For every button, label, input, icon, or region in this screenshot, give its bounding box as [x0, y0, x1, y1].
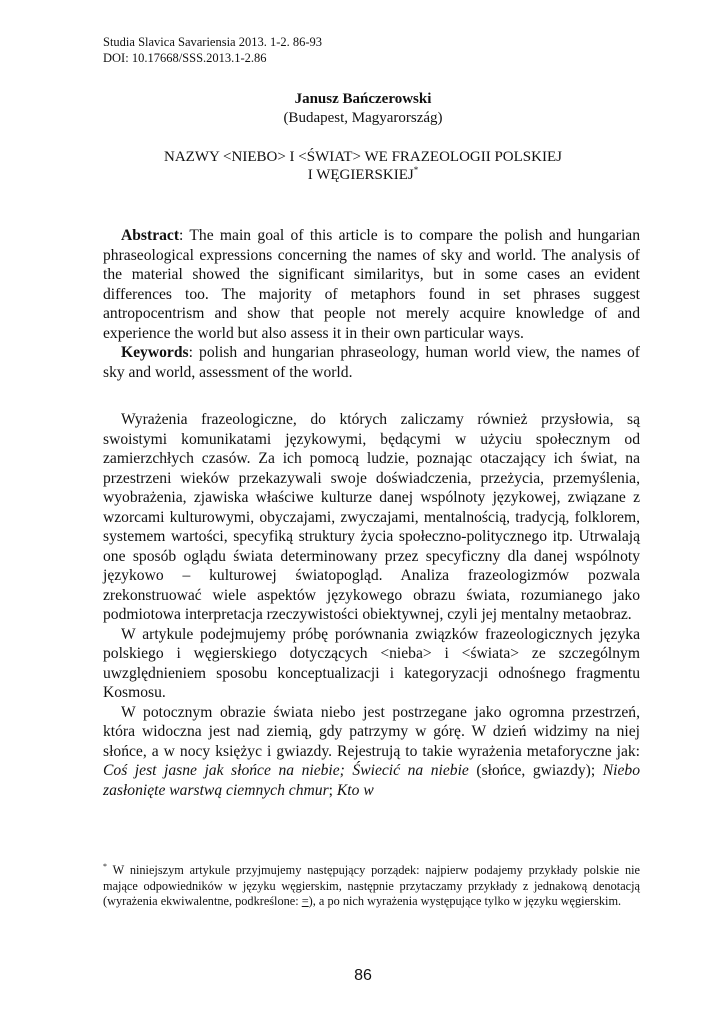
- author-affiliation: (Budapest, Magyarország): [283, 110, 443, 126]
- footnote: [103, 859, 640, 910]
- keywords-text: : polish and hungarian phraseology, human world view, the names of sky and world, assessment of the world.: [103, 344, 640, 381]
- title-footnote-mark: *: [413, 165, 419, 175]
- page-number: 86: [354, 967, 372, 984]
- keywords-label: Keywords: [121, 344, 189, 361]
- body-paragraph-1: Wyrażenia frazeologiczne, do których zaliczamy również przysłowia, są swoistymi komunikatami językowymi, będącymi w użyciu społecznym od zamierzchłych czasów. Za ich pomocą ludzie, poznając otaczający ich świat, na przestrzeni wieków przekazywali swoje doświadczenia, przeżycia, przemyślenia, wyobrażenia, zjawiska właściwe kulturze danej wspólnoty językowej, związane z wzorcami kulturowymi, obyczajami, zwyczajami, mentalnością, tradycją, folklorem, systemem wartości, specyfiką struktury życia społeczno-politycznego itp. Utrwalają one sposób oglądu świata determinowany przez specyficzny dla danej wspólnoty językowo – kulturowej światopogląd. Analiza frazeologizmów pozwala zrekonstruować wiele aspektów językowego obrazu świata, rozumianego jako podmiotowa interpretacja rzeczywistości obiektywnej, czyli jej mentalny metaobraz.: [103, 411, 640, 623]
- doi-line: DOI: 10.17668/SSS.2013.1-2.86: [103, 51, 267, 65]
- abstract-label: Abstract: [121, 227, 180, 244]
- footnote-mark: *: [103, 862, 107, 871]
- title-line-2: I WĘGIERSKIEJ: [307, 167, 414, 183]
- main-text: [103, 410, 640, 800]
- p3-text-b: (słońce, gwiazdy);: [468, 762, 603, 779]
- footnote-underlined-symbol: =: [301, 894, 309, 909]
- journal-citation: Studia Slavica Savariensia 2013. 1-2. 86-93: [103, 35, 323, 49]
- p3-italic-1: Coś jest jasne jak słońce na niebie; Świecić na niebie: [103, 762, 469, 779]
- body-paragraph-3: [103, 703, 640, 801]
- body-paragraph-2: W artykule podejmujemy próbę porównania związków frazeologicznych języka polskiego i węgierskiego dotyczących <nieba> i <świata> ze szczególnym uwzględnieniem sposobu konceptualizacji i kategoryzacji odnośnego fragmentu Kosmosu.: [103, 625, 640, 701]
- p3-text-a: W potocznym obrazie świata niebo jest postrzegane jako ogromna przestrzeń, która widoczna jest nad ziemią, gdy patrzymy w górę. W dzień widzimy na niej słońce, a w nocy księżyc i gwiazdy. Rejestrują to takie wyrażenia metaforyczne jak:: [103, 703, 640, 760]
- article-title: [0, 148, 726, 184]
- abstract-paragraph: [103, 226, 640, 343]
- title-line-1: NAZWY <NIEBO> I <ŚWIAT> WE FRAZEOLOGII POLSKIEJ: [164, 149, 562, 165]
- p3-italic-3: Kto w: [336, 781, 374, 799]
- author-name: Janusz Bańczerowski: [294, 91, 432, 107]
- abstract-section: [103, 226, 640, 382]
- journal-header: [103, 34, 322, 66]
- p3-italic-2: Niebo zasłonięte warstwą ciemnych chmur: [103, 762, 640, 799]
- footnote-text-b: ), a po nich wyrażenia występujące tylko w języku węgierskim.: [308, 894, 622, 909]
- abstract-text: : The main goal of this article is to compare the polish and hungarian phraseological expressions concerning the names of sky and world. The analysis of the material showed the significant similaritys, but in some cases an evident differences too. The majority of metaphors found in set phrases suggest antropocentrism and show that people not merely acquire knowledge of and experience the world but also assess it in their own particular ways.: [103, 227, 640, 342]
- footnote-text-a: W niniejszym artykule przyjmujemy następujący porządek: najpierw podajemy przykłady polskie nie mające odpowiedników w języku węgierskim, następnie przytaczamy przykłady z jednakową denotacją (wyrażenia ekwiwalentne, podkreślone:: [103, 863, 640, 909]
- p3-text-c: ;: [328, 781, 337, 799]
- keywords-paragraph: [103, 343, 640, 382]
